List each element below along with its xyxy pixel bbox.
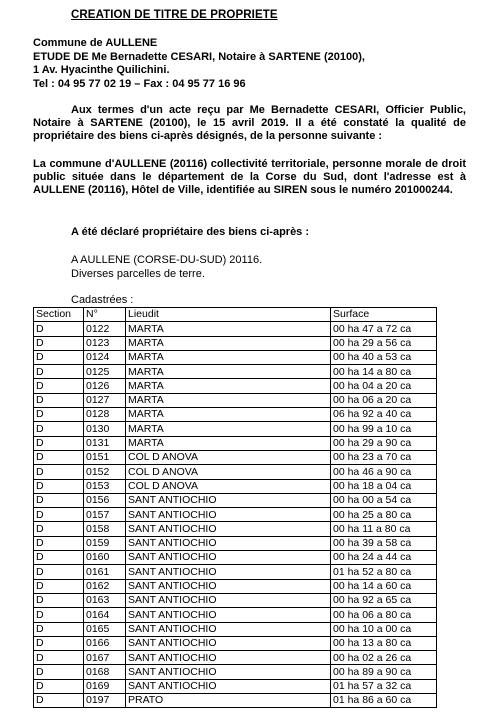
owner-paragraph: La commune d'AULLENE (20116) collectivité territoriale, personne morale de droit public située dans le département de la Corse du Sud, dont l'adresse est à AULLENE (20116), Hôtel de Ville, identifiée au SIREN sous le numéro 201000244.	[33, 158, 466, 197]
table-row	[34, 651, 437, 665]
cell-lieudit: SANT ANTIOCHIO	[126, 593, 331, 607]
cell-surface: 00 ha 10 a 00 ca	[331, 622, 437, 636]
declared-heading: A été déclaré propriétaire des biens ci-après :	[71, 226, 310, 238]
cell-section: D	[34, 551, 84, 565]
cell-lieudit: MARTA	[126, 408, 331, 422]
act-paragraph: Aux termes d'un acte reçu par Me Bernadette CESARI, Officier Public, Notaire à SARTENE (20100), le 15 avril 2019. Il a été constaté la qualité de propriétaire des biens ci-après désignés, de la personne suivante :	[33, 104, 466, 143]
cell-lieudit: MARTA	[126, 322, 331, 336]
table-body	[34, 322, 437, 708]
cell-number: 0124	[84, 350, 126, 364]
cell-surface: 00 ha 39 a 58 ca	[331, 536, 437, 550]
cell-surface: 00 ha 29 a 90 ca	[331, 436, 437, 450]
table-row	[34, 608, 437, 622]
cell-number: 0167	[84, 651, 126, 665]
cell-section: D	[34, 465, 84, 479]
cell-section: D	[34, 408, 84, 422]
cell-lieudit: MARTA	[126, 436, 331, 450]
header-line-commune: Commune de AULLENE	[33, 37, 158, 49]
cell-lieudit: MARTA	[126, 365, 331, 379]
cell-number: 0123	[84, 336, 126, 350]
cell-section: D	[34, 593, 84, 607]
cell-surface: 00 ha 06 a 80 ca	[331, 608, 437, 622]
cell-surface: 00 ha 24 a 44 ca	[331, 551, 437, 565]
cell-surface: 01 ha 52 a 80 ca	[331, 565, 437, 579]
cell-lieudit: MARTA	[126, 336, 331, 350]
table-row	[34, 436, 437, 450]
cell-number: 0122	[84, 322, 126, 336]
cell-section: D	[34, 393, 84, 407]
cell-lieudit: SANT ANTIOCHIO	[126, 536, 331, 550]
table-row	[34, 679, 437, 693]
cell-lieudit: SANT ANTIOCHIO	[126, 608, 331, 622]
table-row	[34, 536, 437, 550]
cell-number: 0128	[84, 408, 126, 422]
table-row	[34, 336, 437, 350]
cell-number: 0164	[84, 608, 126, 622]
cell-lieudit: SANT ANTIOCHIO	[126, 622, 331, 636]
table-row	[34, 665, 437, 679]
cell-number: 0165	[84, 622, 126, 636]
cell-section: D	[34, 508, 84, 522]
header-line-etude: ETUDE DE Me Bernadette CESARI, Notaire à SARTENE (20100),	[33, 50, 365, 63]
cell-section: D	[34, 522, 84, 536]
cell-number: 0159	[84, 536, 126, 550]
parcels-line: Diverses parcelles de terre.	[71, 267, 205, 280]
cell-section: D	[34, 493, 84, 507]
cell-section: D	[34, 350, 84, 364]
cell-lieudit: PRATO	[126, 694, 331, 708]
cell-number: 0163	[84, 593, 126, 607]
cell-lieudit: MARTA	[126, 422, 331, 436]
cell-surface: 00 ha 14 a 80 ca	[331, 365, 437, 379]
cell-section: D	[34, 608, 84, 622]
cell-section: D	[34, 651, 84, 665]
cell-surface: 00 ha 18 a 04 ca	[331, 479, 437, 493]
table-row	[34, 551, 437, 565]
cell-section: D	[34, 322, 84, 336]
cell-section: D	[34, 636, 84, 650]
cell-lieudit: MARTA	[126, 350, 331, 364]
cell-surface: 00 ha 25 a 80 ca	[331, 508, 437, 522]
cell-number: 0166	[84, 636, 126, 650]
cell-lieudit: SANT ANTIOCHIO	[126, 665, 331, 679]
cell-number: 0197	[84, 694, 126, 708]
header-number: N°	[84, 308, 126, 322]
cell-number: 0160	[84, 551, 126, 565]
table-row	[34, 694, 437, 708]
table-row	[34, 565, 437, 579]
commune-line: A AULLENE (CORSE-DU-SUD) 20116.	[71, 254, 263, 266]
cell-surface: 00 ha 04 a 20 ca	[331, 379, 437, 393]
cell-number: 0152	[84, 465, 126, 479]
table-row	[34, 493, 437, 507]
cell-number: 0125	[84, 365, 126, 379]
table-row	[34, 636, 437, 650]
table-row	[34, 450, 437, 464]
table-row	[34, 465, 437, 479]
header-line-address: 1 Av. Hyacinthe Quilichini.	[33, 64, 170, 76]
cell-number: 0127	[84, 393, 126, 407]
notary-header	[33, 37, 473, 91]
cell-section: D	[34, 422, 84, 436]
cell-surface: 00 ha 99 a 10 ca	[331, 422, 437, 436]
cell-number: 0126	[84, 379, 126, 393]
cell-section: D	[34, 565, 84, 579]
parcels-table	[33, 307, 437, 708]
cell-section: D	[34, 694, 84, 708]
document-title: CREATION DE TITRE DE PROPRIETE	[71, 9, 278, 21]
header-line-phone: Tel : 04 95 77 02 19 – Fax : 04 95 77 16 96	[33, 77, 246, 90]
cell-surface: 00 ha 92 a 65 ca	[331, 593, 437, 607]
cell-surface: 00 ha 29 a 56 ca	[331, 336, 437, 350]
cell-lieudit: SANT ANTIOCHIO	[126, 636, 331, 650]
table-row	[34, 479, 437, 493]
cell-number: 0131	[84, 436, 126, 450]
cell-lieudit: SANT ANTIOCHIO	[126, 508, 331, 522]
cell-surface: 06 ha 92 a 40 ca	[331, 408, 437, 422]
cell-surface: 00 ha 06 a 20 ca	[331, 393, 437, 407]
cell-surface: 00 ha 40 a 53 ca	[331, 350, 437, 364]
cell-section: D	[34, 679, 84, 693]
cell-lieudit: COL D ANOVA	[126, 479, 331, 493]
cell-number: 0162	[84, 579, 126, 593]
cell-lieudit: SANT ANTIOCHIO	[126, 579, 331, 593]
cell-number: 0156	[84, 493, 126, 507]
cell-lieudit: COL D ANOVA	[126, 450, 331, 464]
cell-section: D	[34, 665, 84, 679]
table-row	[34, 508, 437, 522]
cell-section: D	[34, 436, 84, 450]
cell-lieudit: SANT ANTIOCHIO	[126, 493, 331, 507]
cell-surface: 00 ha 89 a 90 ca	[331, 665, 437, 679]
cell-surface: 00 ha 14 a 60 ca	[331, 579, 437, 593]
table-row	[34, 422, 437, 436]
cell-section: D	[34, 336, 84, 350]
cell-lieudit: SANT ANTIOCHIO	[126, 522, 331, 536]
table-row	[34, 322, 437, 336]
cell-surface: 01 ha 57 a 32 ca	[331, 679, 437, 693]
cell-surface: 00 ha 02 a 26 ca	[331, 651, 437, 665]
cell-surface: 00 ha 11 a 80 ca	[331, 522, 437, 536]
cell-number: 0151	[84, 450, 126, 464]
cell-surface: 01 ha 86 a 60 ca	[331, 694, 437, 708]
cell-number: 0157	[84, 508, 126, 522]
table-row	[34, 579, 437, 593]
header-surface: Surface	[331, 308, 437, 322]
cell-lieudit: SANT ANTIOCHIO	[126, 679, 331, 693]
cell-lieudit: SANT ANTIOCHIO	[126, 551, 331, 565]
table-row	[34, 393, 437, 407]
table-row	[34, 593, 437, 607]
cell-number: 0161	[84, 565, 126, 579]
cell-section: D	[34, 450, 84, 464]
cell-section: D	[34, 479, 84, 493]
cell-section: D	[34, 622, 84, 636]
table-row	[34, 379, 437, 393]
cell-surface: 00 ha 13 a 80 ca	[331, 636, 437, 650]
cell-number: 0168	[84, 665, 126, 679]
cell-section: D	[34, 536, 84, 550]
cell-section: D	[34, 579, 84, 593]
cadastrees-label: Cadastrées :	[71, 294, 134, 306]
header-lieudit: Lieudit	[126, 308, 331, 322]
cell-surface: 00 ha 47 a 72 ca	[331, 322, 437, 336]
cell-surface: 00 ha 23 a 70 ca	[331, 450, 437, 464]
cell-lieudit: MARTA	[126, 393, 331, 407]
header-section: Section	[34, 308, 84, 322]
cell-section: D	[34, 379, 84, 393]
cell-lieudit: COL D ANOVA	[126, 465, 331, 479]
cell-lieudit: SANT ANTIOCHIO	[126, 565, 331, 579]
cell-number: 0130	[84, 422, 126, 436]
table-row	[34, 365, 437, 379]
table-row	[34, 522, 437, 536]
cell-number: 0169	[84, 679, 126, 693]
table-row	[34, 622, 437, 636]
cell-lieudit: MARTA	[126, 379, 331, 393]
commune-block	[71, 254, 262, 281]
cell-number: 0153	[84, 479, 126, 493]
cell-number: 0158	[84, 522, 126, 536]
cell-surface: 00 ha 00 a 54 ca	[331, 493, 437, 507]
cell-lieudit: SANT ANTIOCHIO	[126, 651, 331, 665]
table-row	[34, 350, 437, 364]
cell-surface: 00 ha 46 a 90 ca	[331, 465, 437, 479]
table-header-row	[34, 308, 437, 322]
cell-section: D	[34, 365, 84, 379]
table-row	[34, 408, 437, 422]
